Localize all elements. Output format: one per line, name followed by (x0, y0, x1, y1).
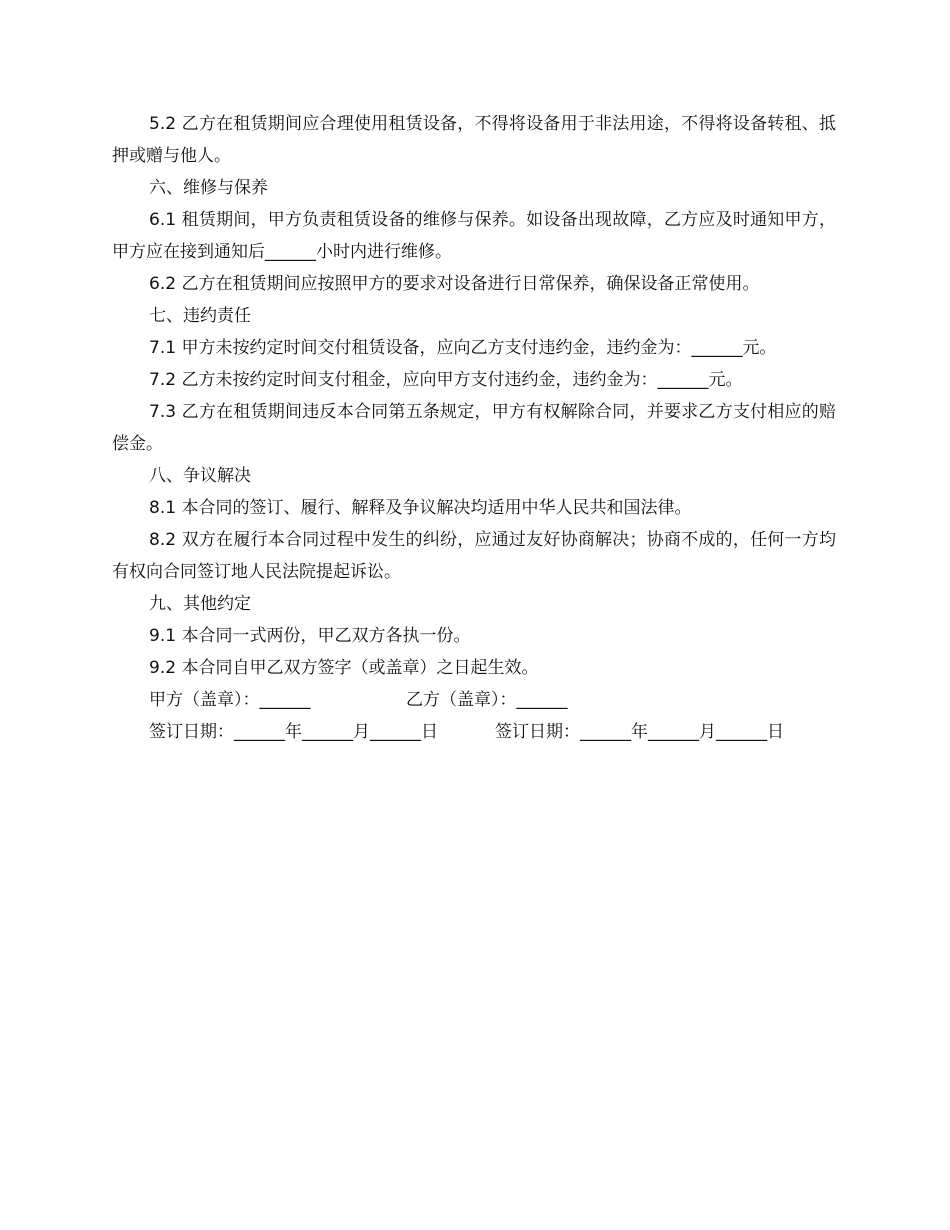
section-heading-other: 九、其他约定 (149, 594, 251, 614)
clause-8-2: 8.2 双方在履行本合同过程中发生的纠纷，应通过友好协商解决；协商不成的，任何一方均有权向合同签订地人民法院提起诉讼。 (112, 530, 836, 582)
clause-7-3: 7.3 乙方在租赁期间违反本合同第五条规定，甲方有权解除合同，并要求乙方支付相应的赔偿金。 (112, 402, 836, 454)
section-heading-dispute: 八、争议解决 (149, 466, 251, 486)
party-b-signing-date: 签订日期：______年______月______日 (495, 722, 784, 742)
clause-8-1: 8.1 本合同的签订、履行、解释及争议解决均适用中华人民共和国法律。 (149, 498, 692, 518)
signature-row (112, 684, 836, 716)
section-heading-liability: 七、违约责任 (149, 306, 251, 326)
clause-7-2: 7.2 乙方未按约定时间支付租金，应向甲方支付违约金，违约金为：______元。 (149, 370, 743, 390)
clause-9-2: 9.2 本合同自甲乙双方签字（或盖章）之日起生效。 (149, 658, 539, 678)
clause-7-1: 7.1 甲方未按约定时间交付租赁设备，应向乙方支付违约金，违约金为：______元。 (149, 338, 777, 358)
party-b-seal: 乙方（盖章）：______ (406, 690, 568, 710)
clause-6-1: 6.1 租赁期间，甲方负责租赁设备的维修与保养。如设备出现故障，乙方应及时通知甲方，甲方应在接到通知后______小时内进行维修。 (112, 210, 836, 262)
clause-6-2: 6.2 乙方在租赁期间应按照甲方的要求对设备进行日常保养，确保设备正常使用。 (149, 274, 760, 294)
section-heading-maintenance: 六、维修与保养 (149, 178, 268, 198)
party-a-seal: 甲方（盖章）：______ (149, 690, 311, 710)
contract-page (112, 108, 836, 748)
clause-5-2: 5.2 乙方在租赁期间应合理使用租赁设备，不得将设备用于非法用途，不得将设备转租、抵押或赠与他人。 (112, 114, 836, 166)
signing-date-row (112, 716, 836, 748)
clause-9-1: 9.1 本合同一式两份，甲乙双方各执一份。 (149, 626, 471, 646)
party-a-signing-date: 签订日期：______年______月______日 (149, 722, 438, 742)
